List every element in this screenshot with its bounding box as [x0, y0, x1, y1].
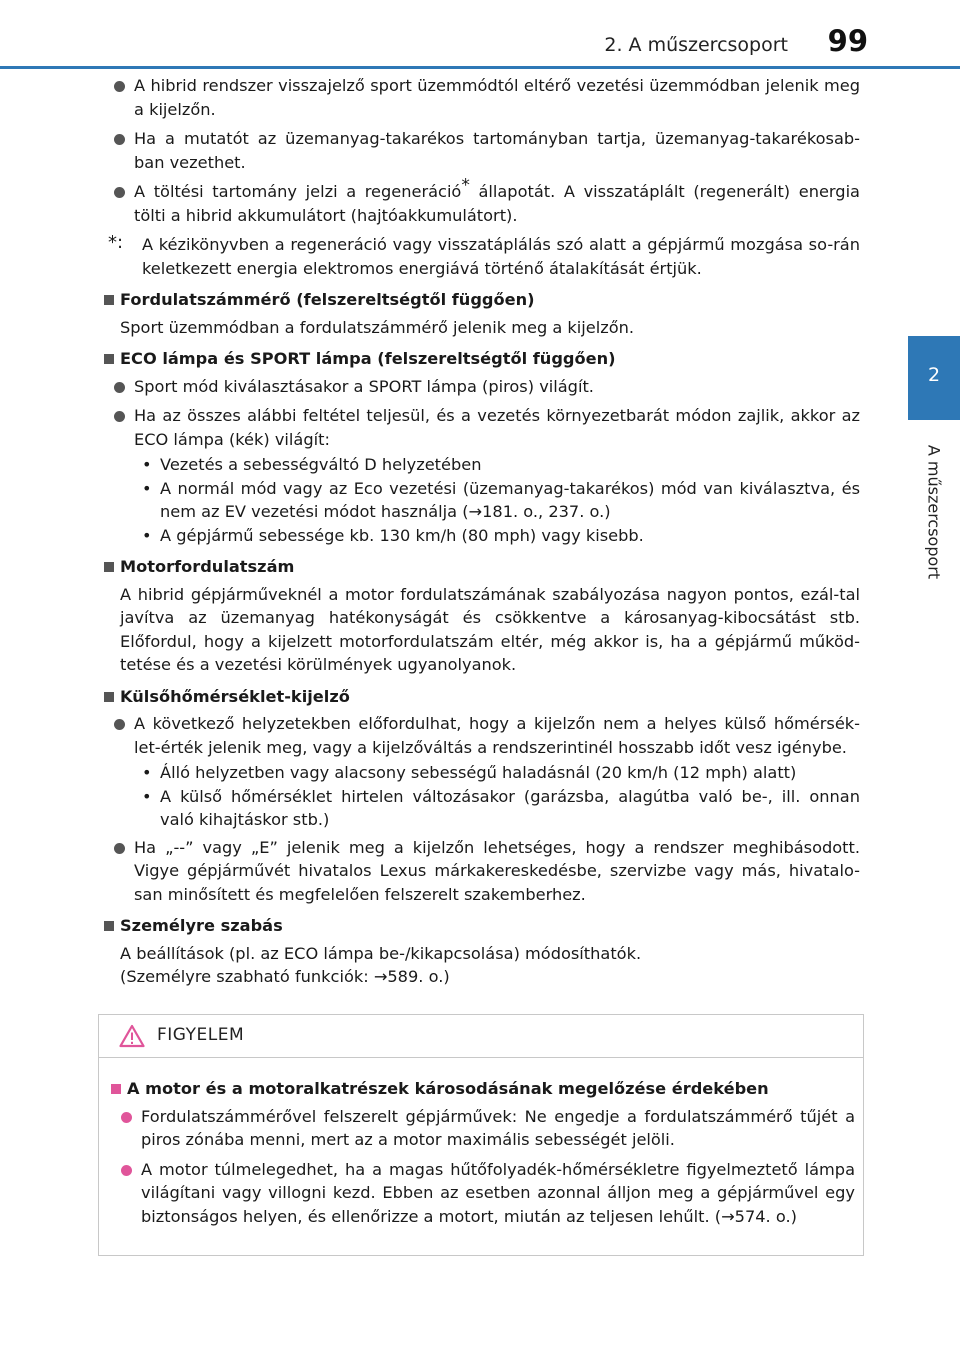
bullet-icon: [121, 1165, 132, 1176]
chapter-number: 2: [927, 364, 941, 386]
bullet-item: [104, 175, 860, 227]
page-header: [0, 0, 960, 70]
bullet-icon: [114, 134, 125, 145]
bullet-text: Ha a mutatót az üzemanyag-takarékos tartományban tartja, üzemanyag-takarékosab-ban vezethet.: [134, 129, 860, 172]
chapter-tab: [908, 336, 960, 420]
condition-item: • Vezetés a sebességváltó D helyzetében: [142, 455, 482, 474]
section-text: (Személyre szabható funkciók: →589. o.): [120, 967, 450, 986]
section-square-icon: [104, 354, 114, 364]
condition-item: • A normál mód vagy az Eco vezetési (üzemanyag-takarékos) mód van kiválasztva, és nem az EV vezetési módot használja (→181. o., 237. o.): [142, 478, 860, 521]
page-number: 99: [827, 24, 868, 58]
bullet-text: A töltési tartomány jelzi a regeneráció: [134, 182, 462, 201]
bullet-text: Fordulatszámmérővel felszerelt gépjárművek: Ne engedje a fordulatszámmérő tűjét a piros zónába menni, mert az a motor maximális sebességét jelöli.: [141, 1106, 855, 1149]
bullet-text: állapotát. A visszatáplált (regenerált) energia tölti a hibrid akkumulátort (hajtóakkumulátort).: [134, 182, 860, 225]
bullet-icon: [121, 1112, 132, 1123]
chapter-side-label: A műszercsoport: [924, 444, 944, 580]
bullet-icon: [114, 719, 125, 730]
section-square-icon: [104, 562, 114, 572]
condition-item: • Álló helyzetben vagy alacsony sebességű haladásnál (20 km/h (12 mph) alatt): [142, 763, 797, 782]
section-square-icon: [104, 295, 114, 305]
warning-bullet: [111, 1158, 855, 1229]
warning-header: [99, 1015, 863, 1058]
section-title-outside-temp: Külsőhőmérséklet-kijelző: [104, 685, 860, 709]
section-square-icon: [104, 692, 114, 702]
section-text: A hibrid gépjárműveknél a motor fordulatszámának szabályozása nagyon pontos, ezál-tal javítva az üzemanyag hatékonyságát és csökkentve a károsanyag-kibocsátást stb. Előfordul, hogy a kijelzett motorfordulatszám eltér, még akkor is, ha a gépjármű működ-tetése és a vezetési körülmények ugyanolyanok.: [120, 584, 860, 674]
bullet-item: [104, 127, 860, 174]
bullet-text: A következő helyzetekben előfordulhat, hogy a kijelzőn nem a helyes külső hőmérsék-let-érték jelenik meg, vagy a kijelzőváltás a rendszerintinél hosszabb időt vesz igénybe.: [134, 714, 860, 757]
bullet-text: A hibrid rendszer visszajelző sport üzemmódtól eltérő vezetési üzemmódban jelenik meg a kijelzőn.: [134, 76, 860, 119]
header-title: 2. A műszercsoport: [604, 34, 788, 56]
bullet-icon: [114, 81, 125, 92]
condition-item: • A külső hőmérséklet hirtelen változásakor (garázsba, alagútba való be-, ill. onnan való kihajtáskor stb.): [142, 786, 860, 829]
section-square-icon: [104, 921, 114, 931]
bullet-item: [104, 375, 860, 399]
bullet-text: Ha az összes alábbi feltétel teljesül, és a vezetés környezetbarát módon zajlik, akkor az ECO lámpa (kék) világít:: [134, 406, 860, 449]
bullet-icon: [114, 382, 125, 393]
header-rule: [0, 66, 960, 69]
bullet-text: A motor túlmelegedhet, ha a magas hűtőfolyadék-hőmérsékletre figyelmeztető lámpa világítani vagy villogni kezd. Ebben az esetben azonnal álljon meg a gépjárművel egy biztonságos helyen, és ellenőrizze a motort, miután az teljesen lehűlt. (→574. o.): [141, 1159, 855, 1226]
footnote-star: *: [461, 175, 470, 196]
bullet-item: [104, 404, 860, 451]
main-content: [104, 74, 860, 993]
bullet-icon: [114, 187, 125, 198]
bullet-item: [104, 836, 860, 907]
bullet-icon: [114, 411, 125, 422]
footnote: [104, 233, 860, 280]
section-title-customization: Személyre szabás: [104, 914, 860, 938]
warning-body: [111, 1077, 855, 1234]
footnote-text: A kézikönyvben a regeneráció vagy visszatáplálás szó alatt a gépjármű mozgása so-rán keletkezett energia elektromos energiává történő átalakítását értjük.: [142, 235, 860, 278]
bullet-icon: [114, 843, 125, 854]
warning-label: FIGYELEM: [157, 1025, 245, 1045]
section-title-tachometer: Fordulatszámmérő (felszereltségtől függően): [104, 288, 860, 312]
condition-item: • A gépjármű sebessége kb. 130 km/h (80 mph) vagy kisebb.: [142, 525, 644, 545]
section-square-icon: [111, 1084, 121, 1094]
warning-section-title: A motor és a motoralkatrészek károsodásának megelőzése érdekében: [111, 1077, 855, 1101]
section-text: A beállítások (pl. az ECO lámpa be-/kikapcsolása) módosíthatók.: [120, 943, 642, 963]
bullet-text: Sport mód kiválasztásakor a SPORT lámpa (piros) világít.: [134, 376, 594, 396]
section-text: Sport üzemmódban a fordulatszámmérő jelenik meg a kijelzőn.: [120, 317, 635, 337]
warning-triangle-icon: [119, 1024, 145, 1048]
bullet-item: [104, 74, 860, 121]
section-title-eco-sport: ECO lámpa és SPORT lámpa (felszereltségtől függően): [104, 347, 860, 371]
warning-box: [98, 1014, 864, 1256]
warning-bullet: [111, 1105, 855, 1152]
bullet-text: Ha „--” vagy „E” jelenik meg a kijelzőn lehetséges, hogy a rendszer meghibásodott. Vigye gépjárművét hivatalos Lexus márkakereskedésbe, szervizbe vagy más, hivatalo-san minősített és megfelelően felszerelt szakemberhez.: [134, 837, 860, 904]
bullet-item: [104, 712, 860, 759]
footnote-mark: *:: [108, 232, 124, 253]
section-title-engine-rpm: Motorfordulatszám: [104, 555, 860, 579]
